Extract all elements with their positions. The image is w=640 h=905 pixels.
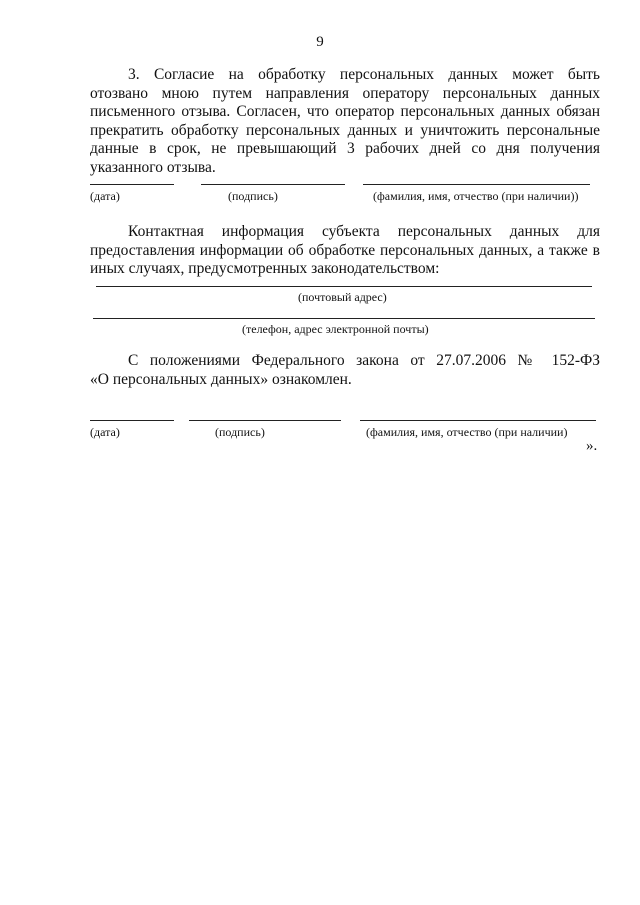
signature-line [201,184,345,185]
paragraph-line: «О персональных данных» ознакомлен. [90,370,352,388]
name-signature-line [360,420,596,421]
phone-email-caption: (телефон, адрес электронной почты) [242,322,429,336]
closing-quote-mark: ». [586,438,598,454]
paragraph-line: иных случаях, предусмотренных законодательством: [90,260,440,278]
signature-line [189,420,341,421]
phone-email-line [93,318,595,319]
paragraph-line: Контактная информация субъекта персональных данных для [128,223,600,240]
contact-info-paragraph [90,223,600,279]
acknowledgement-paragraph [90,352,600,389]
name-caption: (фамилия, имя, отчество (при наличии)) [373,189,579,203]
date-signature-line [90,420,174,421]
date-signature-line [90,184,174,185]
postal-address-line [96,286,592,287]
name-caption: (фамилия, имя, отчество (при наличии) [366,425,568,439]
date-caption: (дата) [90,425,120,439]
paragraph-line: отозвано мною путем направления оператору персональных данных [90,84,600,102]
signature-caption: (подпись) [228,189,278,203]
page-number: 9 [316,34,324,50]
name-signature-line [363,184,590,185]
paragraph-line: С положениями Федерального закона от 27.07.2006 № 152-ФЗ [128,352,600,369]
paragraph-line: 3. Согласие на обработку персональных данных может быть [128,66,600,83]
date-caption: (дата) [90,189,120,203]
paragraph-line: указанного отзыва. [90,158,216,176]
postal-address-caption: (почтовый адрес) [298,290,387,304]
paragraph-line: данные в срок, не превышающий 3 рабочих дней со дня получения [90,140,600,158]
signature-caption: (подпись) [215,425,265,439]
consent-revocation-paragraph [90,66,600,178]
paragraph-line: предоставления информации об обработке персональных данных, а также в [90,241,600,259]
paragraph-line: прекратить обработку персональных данных и уничтожить персональные [90,121,600,139]
paragraph-line: письменного отзыва. Согласен, что оператор персональных данных обязан [90,103,600,121]
